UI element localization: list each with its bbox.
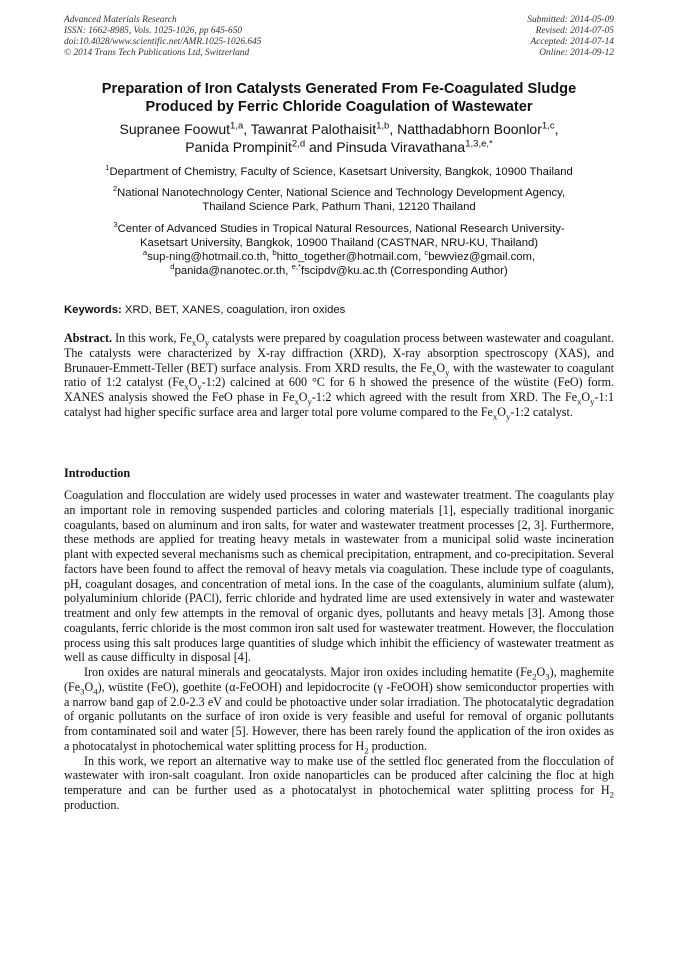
subscript: 2	[609, 789, 614, 800]
subscript: y	[590, 396, 595, 407]
separator: and	[305, 139, 337, 155]
author-affil-mark: 1,3,e,*	[465, 138, 493, 150]
affil-number: 1	[105, 163, 110, 173]
author-name: Natthadabhorn Boonlor	[397, 121, 542, 137]
affiliation-1	[64, 165, 614, 179]
affil-line	[64, 219, 614, 236]
abstract-text: catalysts were prepared by coagulation process between wastewater and coagulant. The catalysts were characterized by X-ray diffraction (XRD), X-ray absorption spectroscopy (XAS), and Brunauer-Emmett-Teller (BET) surface analysis. From XRD results, the Fe	[64, 331, 614, 375]
author-affil-mark: 1,b	[376, 120, 390, 132]
author-line-1	[64, 120, 614, 138]
dates-info	[527, 15, 614, 59]
section-heading-introduction: Introduction	[64, 466, 131, 480]
abstract-label: Abstract.	[64, 331, 113, 345]
abstract-text: -1:2 catalyst.	[510, 404, 573, 419]
abstract-text: In this work, Fe	[112, 331, 192, 345]
abstract-text: O	[188, 375, 198, 390]
paragraph-text: ), wüstite (FeO), goethite (α-FeOOH) and lepidocrocite (γ -FeOOH) show semiconductor properties with a narrow band gap of 2.0-2.3 eV and could be photoactive under solar irradiation. The photocatalytic degradation of organic pollutants on the surface of iron oxide is very feasible and useful for removal of organic pollutants from contaminated soil and water [5]. However, there has been rarely found the application of the iron oxides as a photocatalyst in photochemical water splitting process for H	[64, 679, 614, 753]
email-mark: d	[170, 262, 175, 272]
abstract-text: -1:2) calcined at 600 °C for 6 h showed the presence of the wüstite (FeO) form. XANES analysis showed the FeO phase in Fe	[64, 375, 614, 404]
abstract-text: with the wastewater to coagulant ratio of 1:2 catalyst (Fe	[64, 360, 615, 390]
intro-paragraph-1: Coagulation and flocculation are widely used processes in water and wastewater treatment. The coagulants play an important role in removing suspended particles and coloring materials [1], especially traditional inorganic coagulants, based on aluminum and iron salts, for water and wastewater treatment processes [2, 3]. Furthermore, these methods are applied for treating heavy metals in wastewater from a municipal solid waste incineration plant with expected several mechanisms such as chemical precipitation, entrapment, and co-precipitation. Several factors have been found to affect the removal of heavy metals via coagulation. These include type of coagulants, pH, coagulant dosages, and concentration of metal ions. In the case of the coagulants, aluminium sulfate (alum), polyaluminium chloride (PACl), ferric chloride and hydrated lime are used extensively in water and wastewater treatment and only few attempts in the removal of organic dyes, pollutants and heavy metals [3]. Among those coagulants, ferric chloride is the most common iron salt used for wastewater treatment. However, the flocculation process using this salt produces large quantities of sludge which inhibit the efficiency of wastewater treatment as well as cause difficulty in disposal [4].	[64, 488, 614, 665]
paragraph-text: O	[536, 665, 546, 679]
affiliation-3	[64, 219, 614, 279]
subscript: 3	[545, 671, 550, 682]
abstract-text: O	[581, 390, 591, 404]
affil-line	[64, 186, 614, 200]
author-line-2	[64, 138, 614, 156]
email-mark: a	[142, 248, 148, 258]
affil-text: Center of Advanced Studies in Tropical Natural Resources, National Research University-	[117, 222, 565, 235]
online-date: Online: 2014-09-12	[539, 47, 614, 58]
email-line-1	[64, 250, 614, 264]
author-name: Pinsuda Viravathana	[336, 139, 466, 155]
affiliation-2	[64, 186, 614, 214]
email-mark: b	[272, 248, 277, 258]
subscript: x	[184, 381, 189, 392]
journal-info	[64, 15, 261, 59]
email-mark: c	[424, 248, 429, 258]
keywords-label: Keywords:	[64, 304, 122, 316]
subscript: y	[506, 411, 511, 422]
intro-paragraph-2	[64, 665, 614, 754]
email-mark: e,*	[291, 262, 301, 272]
separator: ,	[389, 121, 398, 137]
affil-line: Kasetsart University, Bangkok, 10900 Thailand (CASTNAR, NRU-KU, Thailand)	[139, 236, 539, 249]
journal-name: Advanced Materials Research	[64, 15, 177, 25]
author-name: Tawanrat Palothaisit	[250, 121, 377, 137]
subscript: x	[492, 411, 498, 422]
title-line-2: Produced by Ferric Chloride Coagulation of Wastewater	[145, 99, 533, 115]
subscript: 2	[364, 745, 369, 756]
email-line-2	[64, 264, 614, 278]
separator: ,	[243, 121, 251, 137]
submitted-date: Submitted: 2014-05-09	[527, 15, 614, 25]
issn-line: ISSN: 1662-8985, Vols. 1025-1026, pp 645-650	[64, 25, 243, 36]
subscript: x	[294, 396, 299, 407]
affiliations	[64, 165, 614, 278]
email: fscipdv@ku.ac.th (Corresponding Author)	[300, 265, 508, 278]
abstract-text: O	[497, 404, 507, 419]
subscript: y	[197, 381, 202, 392]
abstract-text: -1:2 which agreed with the result from XRD. The Fe	[311, 390, 578, 404]
introduction-body	[64, 488, 614, 813]
author-affil-mark: 1,c	[541, 120, 555, 132]
paragraph-text: In this work, we report an alternative way to make use of the settled floc generated from the flocculation of wastewater with iron-salt coagulant. Iron oxide nanoparticles can be produced after calcining the floc at high temperature and can be further used as a photocatalyst in photochemical water splitting process for H	[64, 753, 614, 797]
subscript: 3	[80, 686, 85, 697]
subscript: 2	[532, 671, 537, 682]
abstract-text: O	[196, 331, 205, 345]
keywords	[64, 303, 614, 317]
author-name: Panida Prompinit	[185, 139, 292, 155]
author-affil-mark: 2,d	[291, 138, 306, 150]
abstract-text: O	[436, 360, 446, 375]
subscript: x	[577, 396, 582, 407]
author-name: Supranee Foowut	[119, 121, 231, 137]
paragraph-text: ), maghemite (Fe	[64, 665, 614, 694]
paragraph-text: production.	[64, 797, 120, 812]
paragraph-text: Iron oxides are natural minerals and geocatalysts. Major iron oxides including hematite (Fe	[84, 665, 533, 679]
email: hitto_together@hotmail.com,	[276, 251, 425, 264]
subscript: x	[432, 366, 437, 377]
separator: ,	[554, 121, 559, 137]
abstract-text: -1:1 catalyst had higher specific surface area and larger total pore volume compared to the Fe	[64, 390, 614, 419]
paper-title	[64, 80, 614, 116]
affil-number: 3	[113, 219, 118, 229]
revised-date: Revised: 2014-07-05	[535, 25, 614, 36]
title-line-1: Preparation of Iron Catalysts Generated From Fe-Coagulated Sludge	[101, 81, 577, 97]
copyright-line: © 2014 Trans Tech Publications Ltd, Switzerland	[64, 47, 250, 58]
abstract	[64, 331, 614, 420]
subscript: y	[307, 396, 312, 407]
paragraph-text: O	[84, 679, 94, 694]
affil-line: Thailand Science Park, Pathum Thani, 12120 Thailand	[202, 201, 476, 214]
subscript: x	[191, 337, 197, 348]
author-affil-mark: 1,a	[230, 120, 244, 132]
affil-text: Department of Chemistry, Faculty of Science, Kasetsart University, Bangkok, 10900 Thailand	[109, 166, 573, 178]
abstract-text: O	[298, 390, 308, 404]
email: bewviez@gmail.com,	[428, 251, 536, 264]
paragraph-text: production.	[368, 738, 428, 753]
keywords-text: XRD, BET, XANES, coagulation, iron oxides	[121, 304, 346, 316]
subscript: 4	[93, 686, 98, 697]
intro-paragraph-3	[64, 754, 614, 813]
email: sup-ning@hotmail.co.th,	[147, 251, 273, 264]
accepted-date: Accepted: 2014-07-14	[530, 36, 614, 47]
subscript: y	[204, 337, 210, 348]
email: panida@nanotec.or.th,	[174, 265, 292, 278]
subscript: y	[445, 366, 450, 377]
affil-text: National Nanotechnology Center, National Science and Technology Development Agency,	[117, 187, 566, 200]
doi-line: doi:10.4028/www.scientific.net/AMR.1025-1026.645	[64, 36, 262, 47]
affil-number: 2	[112, 184, 118, 194]
author-list	[64, 120, 614, 156]
